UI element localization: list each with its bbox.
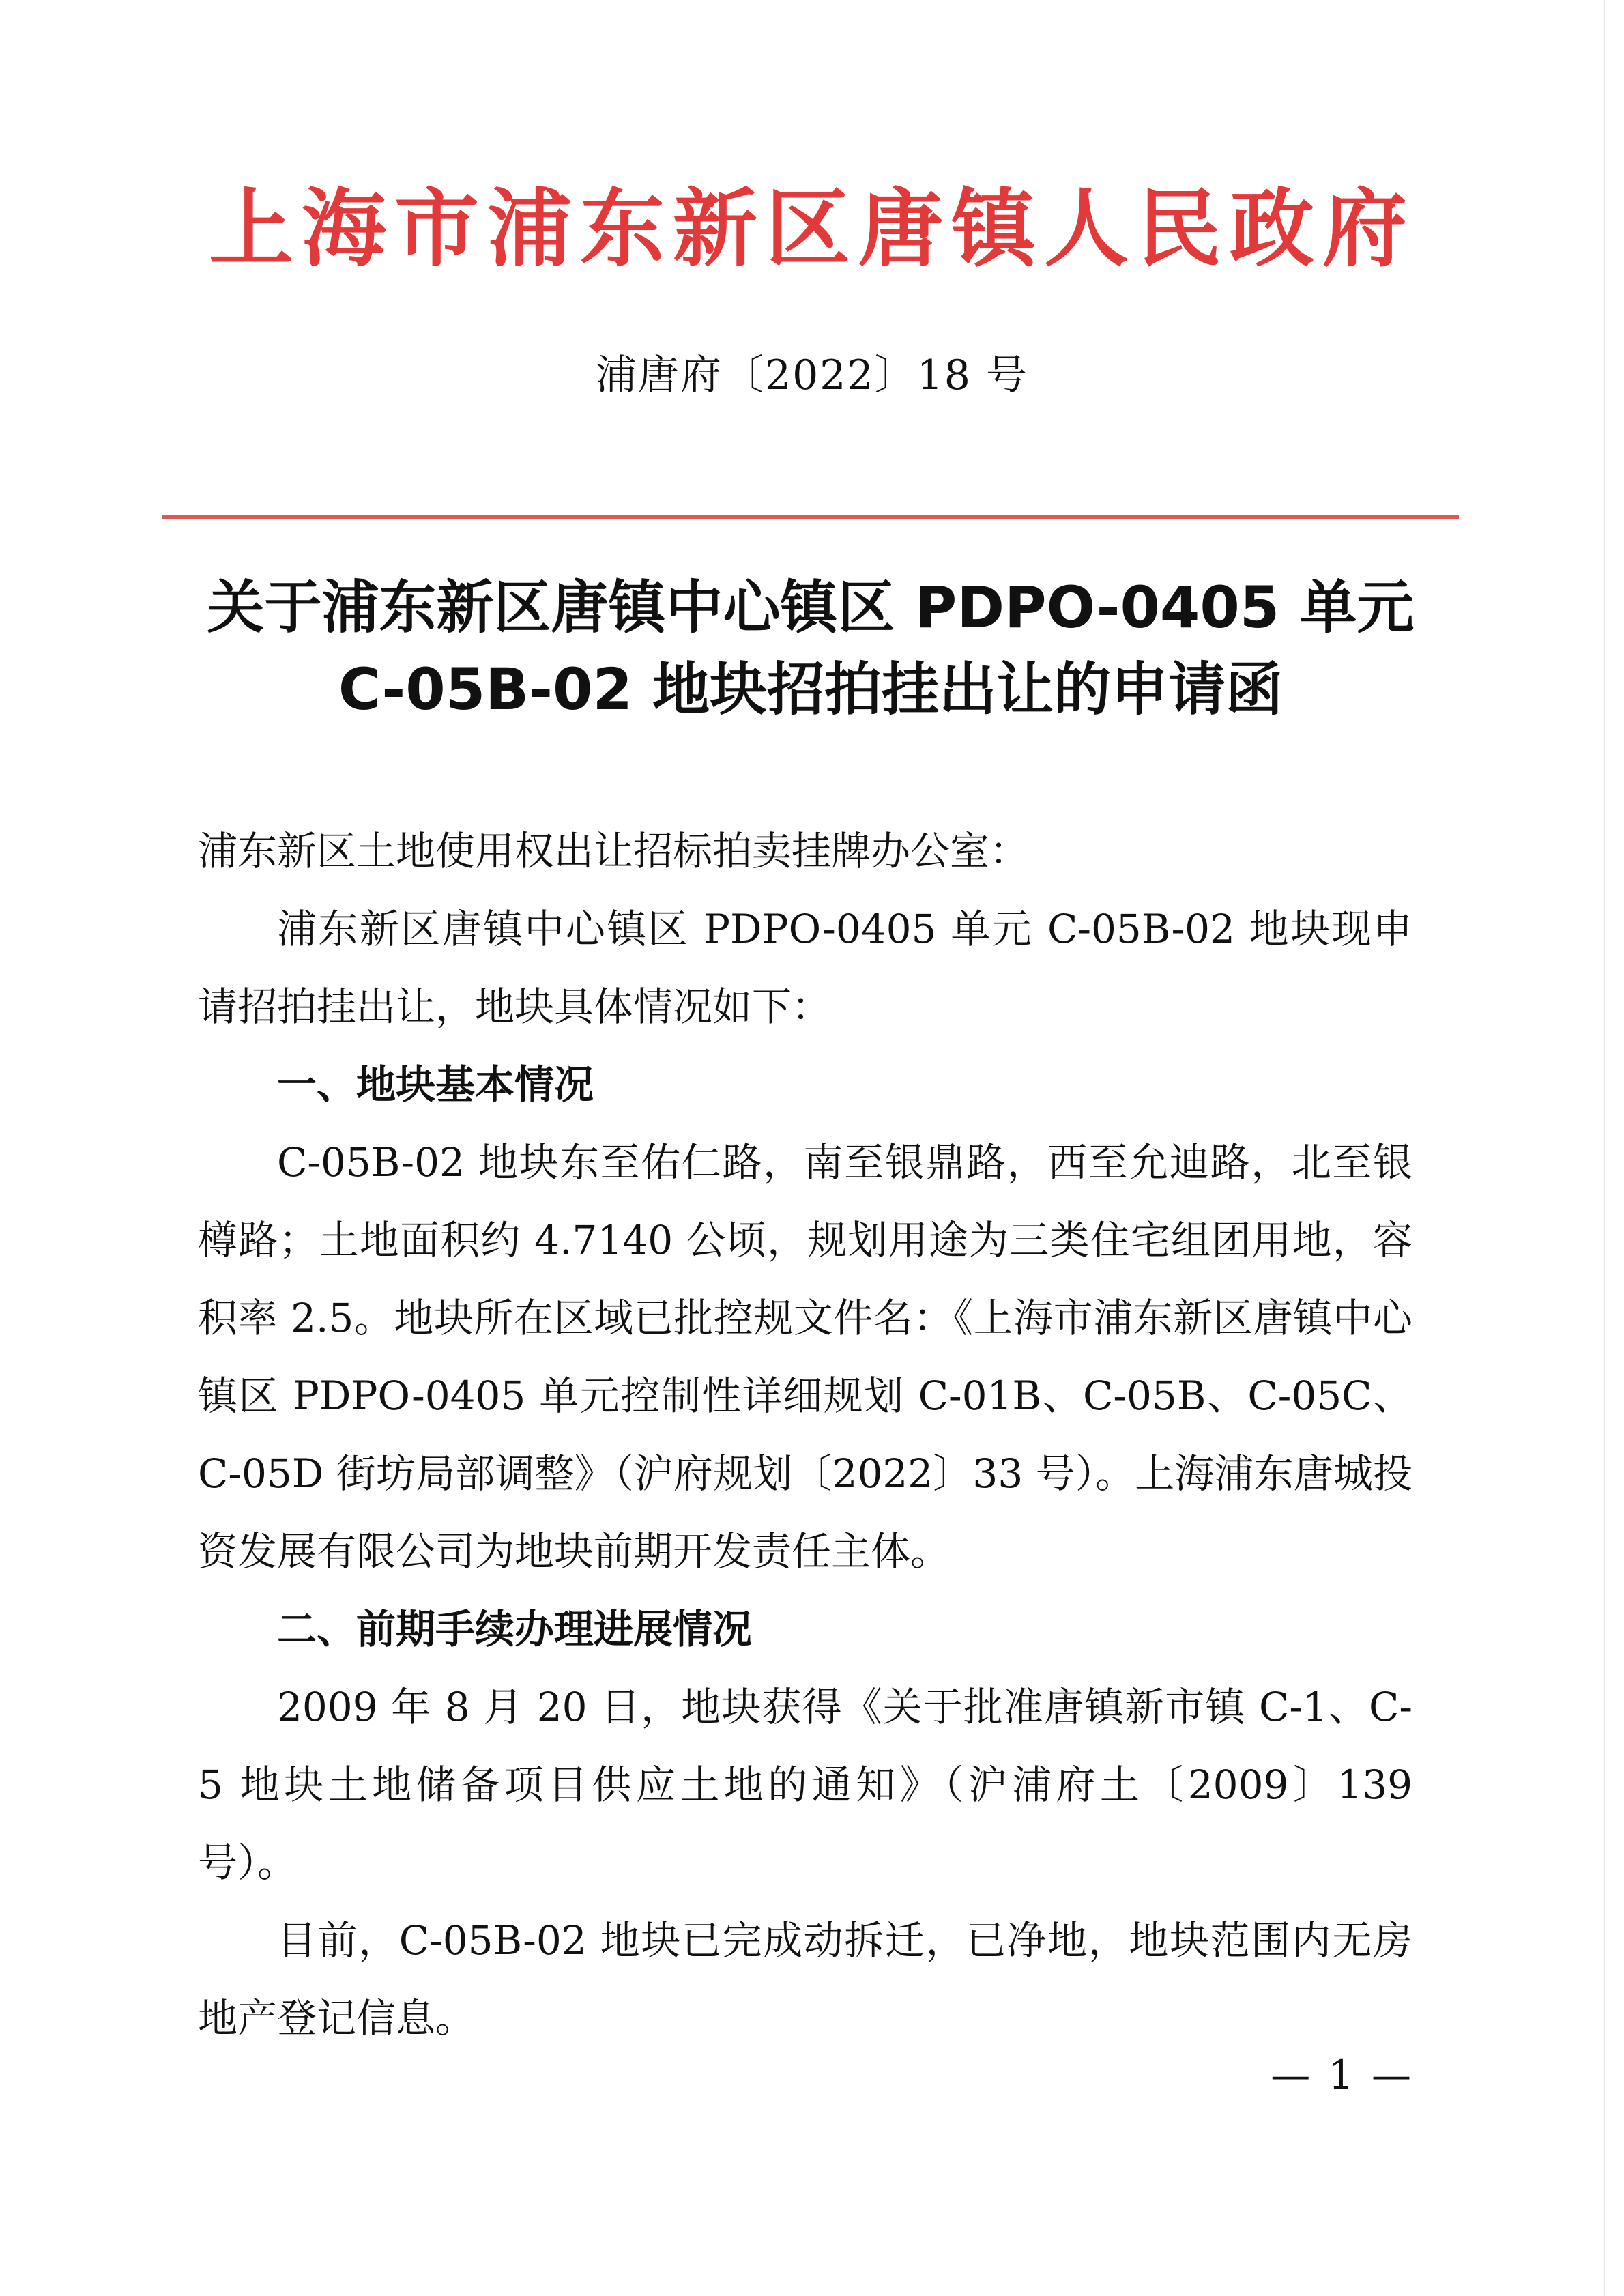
intro-paragraph: 浦东新区唐镇中心镇区 PDPO-0405 单元 C-05B-02 地块现申请招拍挂出让，地块具体情况如下：	[198, 906, 1412, 1030]
scan-edge-line	[1604, 0, 1605, 2296]
page-number: — 1 —	[1271, 2052, 1414, 2098]
document-title-line-2: C-05B-02 地块招拍挂出让的申请函	[338, 656, 1284, 723]
document-title-line-1: 关于浦东新区唐镇中心镇区 PDPO-0405 单元	[207, 574, 1415, 641]
red-divider-rule	[162, 515, 1459, 519]
section-2-heading: 二、前期手续办理进展情况	[277, 1606, 753, 1652]
section-2-paragraph-1: 2009 年 8 月 20 日，地块获得《关于批准唐镇新市镇 C-1、C-5 地块土地储备项目供应土地的通知》（沪浦府土〔2009〕139 号）。	[198, 1684, 1412, 1886]
document-number: 浦唐府〔2022〕18 号	[595, 351, 1029, 399]
section-1-paragraph: C-05B-02 地块东至佑仁路，南至银鼎路，西至允迪路，北至银樽路；土地面积约 4.7140 公顷，规划用途为三类住宅组团用地，容积率 2.5。地块所在区域已批控规文件名：《上海市浦东新区唐镇中心镇区 PDPO-0405 单元控制性详细规划 C-01B、C-05B、C-05C、C-05D 街坊局部调整》（沪府规划〔2022〕33 号）。上海浦东唐城投资发展有限公司为地块前期开发责任主体。	[198, 1139, 1412, 1575]
issuer-title: 上海市浦东新区唐镇人民政府	[208, 180, 1415, 278]
section-2-paragraph-2: 目前，C-05B-02 地块已完成动拆迁，已净地，地块范围内无房地产登记信息。	[198, 1917, 1412, 2041]
section-1-heading: 一、地块基本情况	[277, 1061, 594, 1108]
addressee: 浦东新区土地使用权出让招标拍卖挂牌办公室：	[198, 828, 1030, 874]
document-body	[198, 812, 1412, 2057]
